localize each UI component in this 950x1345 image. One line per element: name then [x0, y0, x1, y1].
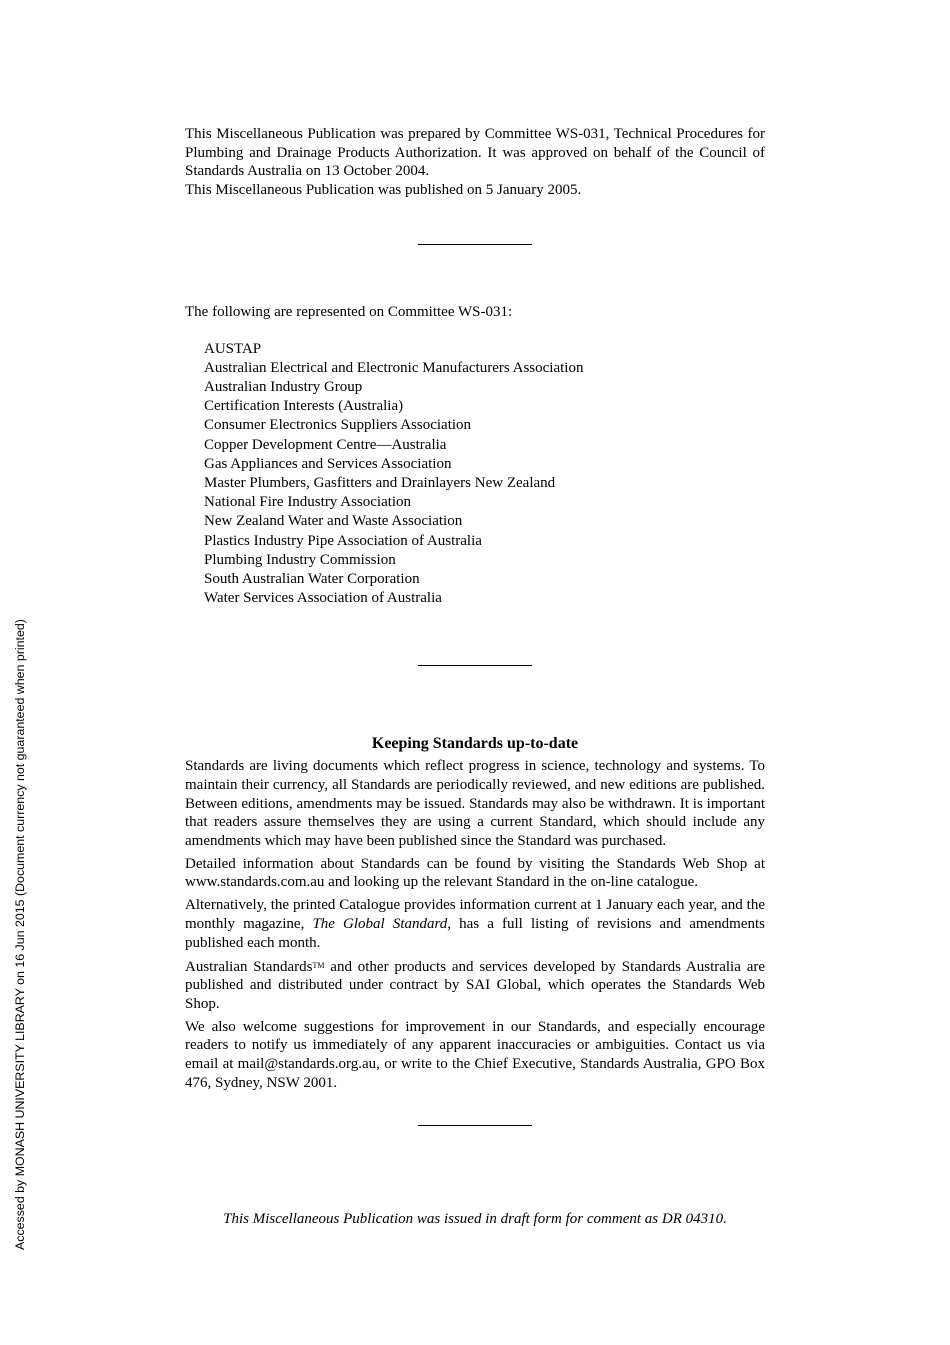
document-body	[185, 125, 765, 1126]
section-divider	[418, 1125, 532, 1126]
list-item: New Zealand Water and Waste Association	[204, 513, 463, 530]
list-item: Plastics Industry Pipe Association of Australia	[204, 532, 482, 549]
list-item: Water Services Association of Australia	[204, 590, 442, 607]
access-watermark: Accessed by MONASH UNIVERSITY LIBRARY on 16 Jun 2015 (Document currency not guaranteed when printed)	[13, 619, 27, 1250]
approval-statement: This Miscellaneous Publication was prepared by Committee WS-031, Technical Procedures for Plumbing and Drainage Products Authorization. It was approved on behalf of the Council of Standards Australia on 13 October 2004.	[185, 126, 765, 179]
list-item: Australian Electrical and Electronic Manufacturers Association	[204, 359, 584, 376]
keeping-standards-heading: Keeping Standards up-to-date	[371, 735, 579, 753]
committee-heading: The following are represented on Committee WS-031:	[185, 304, 513, 320]
publication-date-statement: This Miscellaneous Publication was published on 5 January 2005.	[185, 181, 582, 198]
list-item: Consumer Electronics Suppliers Association	[204, 417, 472, 434]
list-item: Copper Development Centre—Australia	[204, 436, 447, 453]
list-item: AUSTAP	[204, 340, 262, 357]
paragraph-living-documents: Standards are living documents which reflect progress in science, technology and systems. To maintain their currency, all Standards are periodically reviewed, and new editions are published. Between editions, amendments may be issued. Standards may also be withdrawn. It is important that readers assure themselves they are using a current Standard, which should include any amendments which may have been published since the Standard was purchased.	[185, 758, 765, 849]
committee-member-list	[204, 340, 765, 609]
section-divider	[418, 244, 532, 245]
trademark-symbol: TM	[312, 960, 325, 970]
list-item: Gas Appliances and Services Association	[204, 455, 452, 472]
paragraph-feedback: We also welcome suggestions for improvement in our Standards, and especially encourage readers to notify us immediately of any apparent inaccuracies or ambiguities. Contact us via email at mail@standards.org.au, or write to the Chief Executive, Standards Australia, GPO Box 476, Sydney, NSW 2001.	[185, 1018, 765, 1091]
paragraph-sai-global: Australian Standards™ and other products and services developed by Standards Australia are published and distributed under contract by SAI Global, which operates the Standards Web Shop.	[185, 958, 766, 1012]
list-item: Certification Interests (Australia)	[204, 398, 404, 415]
magazine-title: The Global Standard	[312, 915, 448, 932]
list-item: South Australian Water Corporation	[204, 571, 420, 588]
list-item: National Fire Industry Association	[204, 494, 412, 511]
paragraph-web-shop: Detailed information about Standards can be found by visiting the Standards Web Shop at www.standards.com.au and looking up the relevant Standard in the on-line catalogue.	[185, 855, 765, 891]
paragraph-catalogue: Alternatively, the printed Catalogue provides information current at 1 January each year, and the monthly magazine, The Global Standard, has a full listing of revisions and amendments published each month.	[185, 897, 766, 951]
publication-notice	[185, 125, 765, 199]
list-item: Australian Industry Group	[204, 379, 363, 395]
list-item: Plumbing Industry Commission	[204, 551, 396, 568]
draft-footnote: This Miscellaneous Publication was issued in draft form for comment as DR 04310.	[223, 1211, 727, 1227]
list-item: Master Plumbers, Gasfitters and Drainlayers New Zealand	[204, 475, 556, 492]
section-divider	[418, 665, 532, 666]
